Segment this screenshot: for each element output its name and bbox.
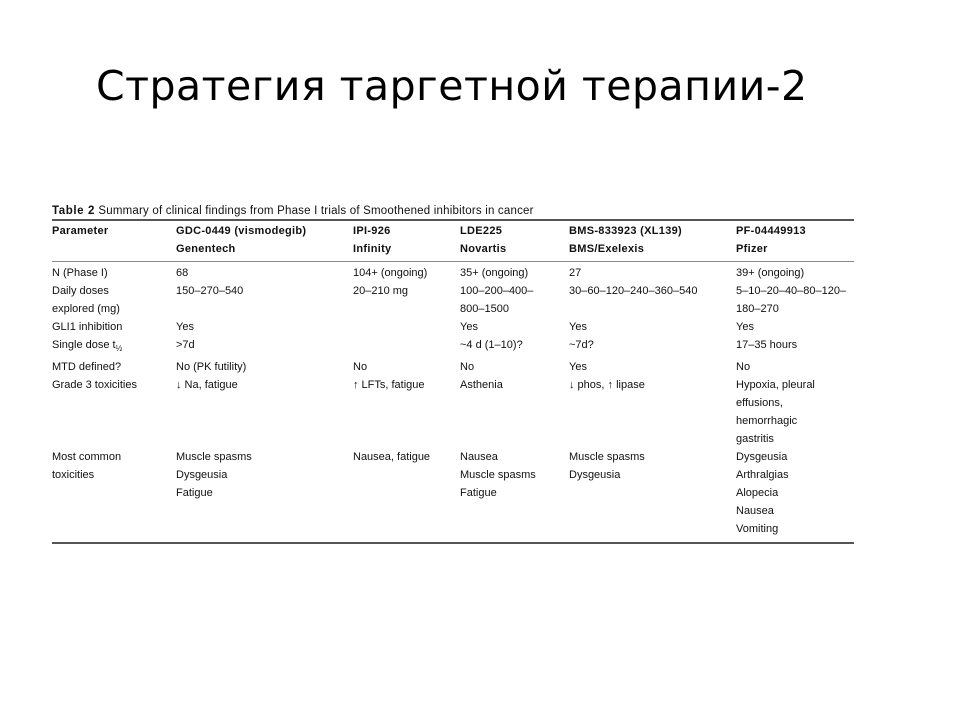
clinical-findings-table [52,221,854,542]
table-cell: Muscle spasms Dysgeusia [569,451,645,481]
table-cell: Yes [569,321,587,333]
header-drug: BMS-833923 (XL139) [569,225,683,237]
table-cell: 30–60–120–240–360–540 [569,285,698,297]
row-parameter: MTD defined? [52,361,122,373]
table-bottom-rule [52,542,854,544]
table-cell: 35+ (ongoing) [460,267,529,279]
table-cell: Nausea Muscle spasms Fatigue [460,451,536,499]
table-cell: 100–200–400– 800–1500 [460,285,534,315]
table-cell: 17–35 hours [736,339,798,351]
table-cell: ~4 d (1–10)? [460,339,523,351]
row-parameter: GLI1 inhibition [52,321,123,333]
table-cell: ↑ LFTs, fatigue [353,379,425,391]
table-caption [52,203,854,219]
table-cell: ~7d? [569,339,594,351]
table-caption-label: Table 2 [52,205,95,217]
table-row [52,262,854,283]
header-company: Genentech [176,243,236,255]
table-row [52,318,854,336]
table-cell: 104+ (ongoing) [353,267,428,279]
row-parameter: Most common toxicities [52,451,122,481]
table-cell: Yes [176,321,194,333]
row-parameter: Single dose $t_{\frac{1}{2}}$ [52,339,123,353]
table-cell: Yes [569,361,587,373]
table-cell: No [460,361,475,373]
clinical-findings-table-figure [52,203,854,544]
table-row [52,282,854,318]
row-parameter: Daily doses explored (mg) [52,285,120,315]
table-caption-text: Summary of clinical findings from Phase I trials of Smoothened inhibitors in cancer [98,205,534,217]
header-column [569,221,736,262]
row-parameter: Grade 3 toxicities [52,379,137,391]
table-cell: Yes [460,321,478,333]
table-cell: 39+ (ongoing) [736,267,805,279]
table-cell: Dysgeusia Arthralgias Alopecia Nausea Vomiting [736,451,789,535]
table-cell: ↓ Na, fatigue [176,379,238,391]
header-parameter: Parameter [52,225,109,237]
table-cell: 5–10–20–40–80–120– 180–270 [736,285,847,315]
header-column [353,221,460,262]
table-row [52,448,854,542]
table-cell: 68 [176,267,189,279]
table-row [52,358,854,376]
table-row [52,376,854,448]
table-cell: No (PK futility) [176,361,247,373]
table-cell: No [736,361,751,373]
table-row [52,336,854,358]
table-cell: 27 [569,267,582,279]
table-cell: ↓ phos, ↑ lipase [569,379,645,391]
table-cell: No [353,361,368,373]
table-cell: >7d [176,339,195,351]
header-column [460,221,569,262]
header-company: Infinity [353,243,392,255]
header-company: BMS/Exelexis [569,243,645,255]
header-drug: PF-04449913 [736,225,806,237]
header-column [736,221,854,262]
table-cell [353,336,460,358]
table-cell [353,318,460,336]
table-cell: Nausea, fatigue [353,451,431,463]
header-drug: IPI-926 [353,225,391,237]
table-header-row [52,221,854,262]
header-column [176,221,353,262]
row-parameter: N (Phase I) [52,267,108,279]
table-cell: Hypoxia, pleural effusions, hemorrhagic gastritis [736,379,815,445]
table-cell: 20–210 mg [353,285,409,297]
table-cell: Asthenia [460,379,503,391]
slide-title: Стратегия таргетной терапии-2 [96,62,808,110]
half-life-subscript: ½ [115,344,123,353]
table-cell: Muscle spasms Dysgeusia Fatigue [176,451,252,499]
header-company: Pfizer [736,243,768,255]
header-company: Novartis [460,243,507,255]
header-drug: LDE225 [460,225,503,237]
table-cell: 150–270–540 [176,285,244,297]
table-cell: Yes [736,321,754,333]
header-drug: GDC-0449 (vismodegib) [176,225,307,237]
